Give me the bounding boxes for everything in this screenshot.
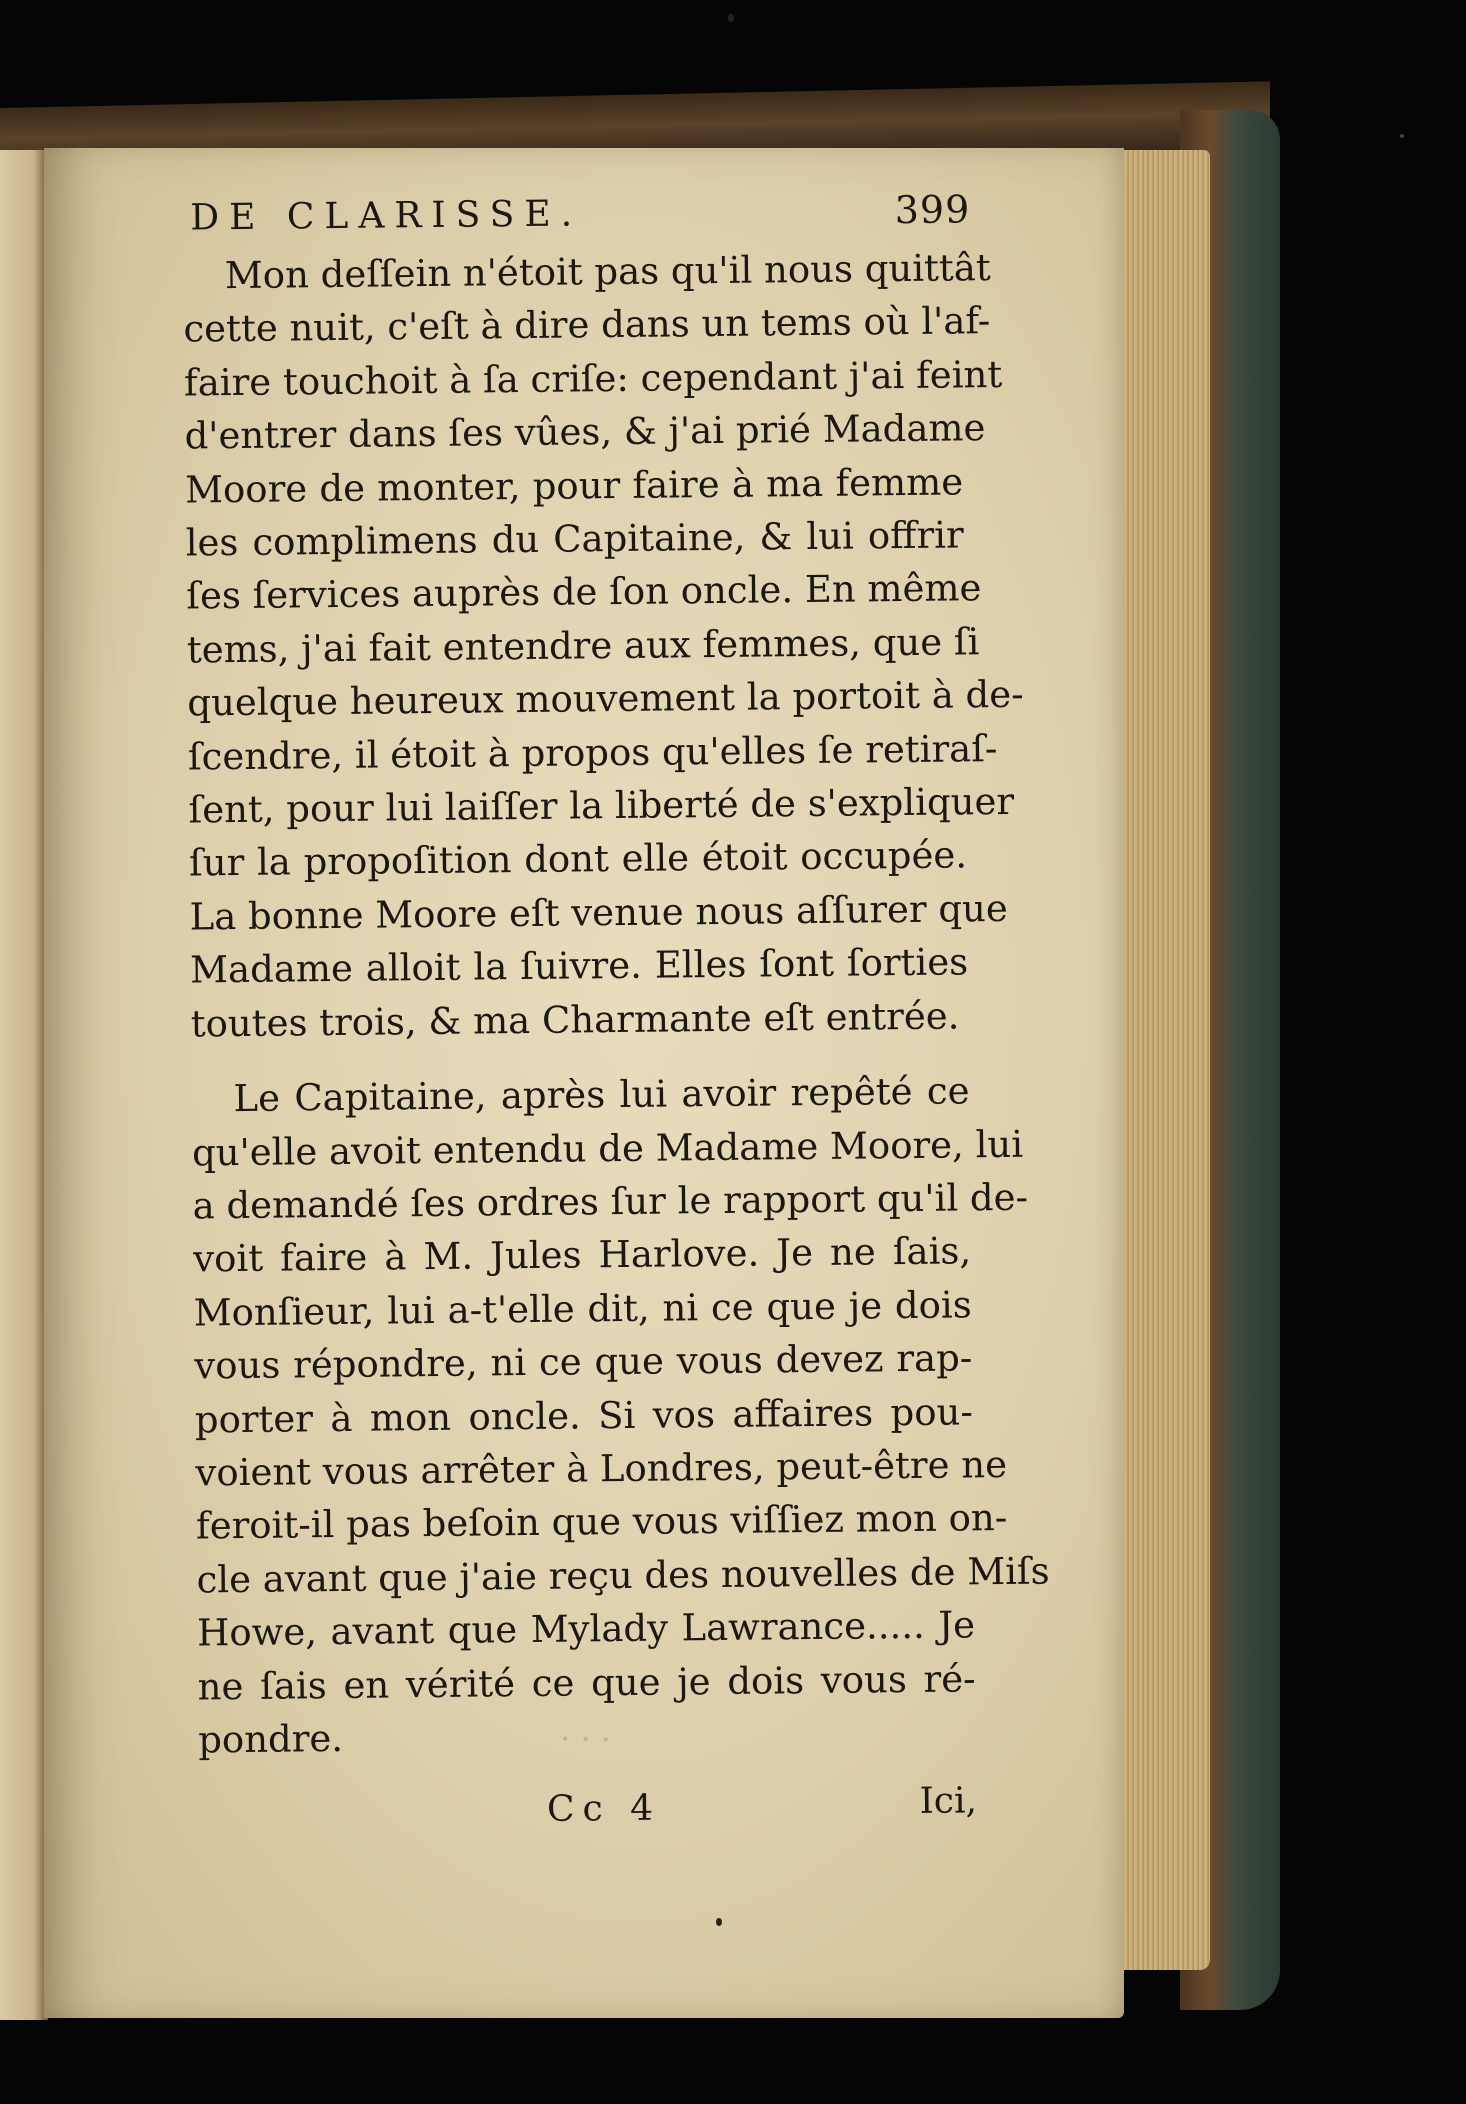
running-head	[140, 181, 971, 250]
text-line: qu'elle avoit entendu de Madame Moore, lui	[191, 1122, 1024, 1175]
paragraph-1	[141, 241, 1024, 1051]
paragraph-2	[149, 1064, 1050, 1767]
text-line: feroit-il pas beſoin que vous viſſiez mon on-	[195, 1496, 1008, 1548]
page-number: 399	[894, 187, 971, 233]
page-edges	[1110, 150, 1210, 1970]
running-title: DE CLARISSE.	[190, 193, 583, 239]
page-content	[140, 181, 1050, 1849]
catchword: Ici,	[919, 1780, 978, 1823]
show-through-text: · · ·	[559, 1719, 612, 1759]
text-line: ſcendre, il étoit à propos qu'elles ſe retiraſ-	[187, 726, 998, 779]
dust-speck	[1400, 134, 1404, 138]
text-line: toutes trois, & ma Charmante eſt entrée.	[190, 994, 960, 1046]
text-line: cette nuit, c'eſt à dire dans un tems où l'af-	[183, 299, 991, 351]
text-line: vous répondre, ni ce que vous devez rap-	[194, 1336, 973, 1388]
text-line: d'entrer dans ſes vûes, & j'ai prié Madame	[184, 406, 986, 458]
text-line: ne ſais en vérité ce que je dois vous ré-	[197, 1656, 976, 1709]
text-line: Mon deſſein n'étoit pas qu'il nous quittât	[224, 246, 991, 298]
text-line: tems, j'ai fait entendre aux femmes, que ſi	[186, 620, 980, 672]
text-line: Monſieur, lui a-t'elle dit, ni ce que je dois	[193, 1283, 972, 1335]
text-line: pondre.	[198, 1716, 344, 1762]
text-line: faire touchoit à ſa criſe: cependant j'ai feint	[183, 352, 1003, 405]
text-line: ſent, pour lui laiſſer la liberté de s'expliquer	[188, 779, 1015, 832]
text-line: La bonne Moore eſt venue nous aſſurer que	[189, 886, 1008, 939]
dust-speck	[716, 1918, 722, 1926]
text-line: voit faire à M. Jules Harlove. Je ne ſais,	[192, 1229, 972, 1281]
text-line: porter à mon oncle. Si vos affaires pou-	[194, 1389, 974, 1442]
text-line: Howe, avant que Mylady Lawrance..... Je	[196, 1603, 976, 1655]
text-line: voient vous arrêter à Londres, peut-être ne	[195, 1442, 1008, 1495]
text-line: Madame alloit la ſuivre. Elles ſont ſorties	[189, 940, 969, 992]
text-line: a demandé ſes ordres ſur le rapport qu'il de-	[192, 1175, 1029, 1228]
text-line: Moore de monter, pour faire à ma femme	[184, 460, 964, 512]
signature-mark: Cc 4	[546, 1788, 662, 1831]
dust-speck	[728, 14, 734, 22]
left-page-edge	[0, 150, 48, 2020]
text-line: ſur la propoſition dont elle étoit occupée.	[188, 833, 968, 885]
page-footer	[157, 1781, 978, 1850]
text-line: Le Capitaine, après lui avoir repêté ce	[233, 1069, 970, 1121]
text-line: ſes ſervices auprès de ſon oncle. En même	[186, 566, 982, 618]
text-line: cle avant que j'aie reçu des nouvelles de Miſs	[196, 1549, 1050, 1602]
text-line: les complimens du Capitaine, & lui offrir	[185, 513, 964, 565]
text-line: quelque heureux mouvement la portoit à de-	[187, 673, 1024, 725]
